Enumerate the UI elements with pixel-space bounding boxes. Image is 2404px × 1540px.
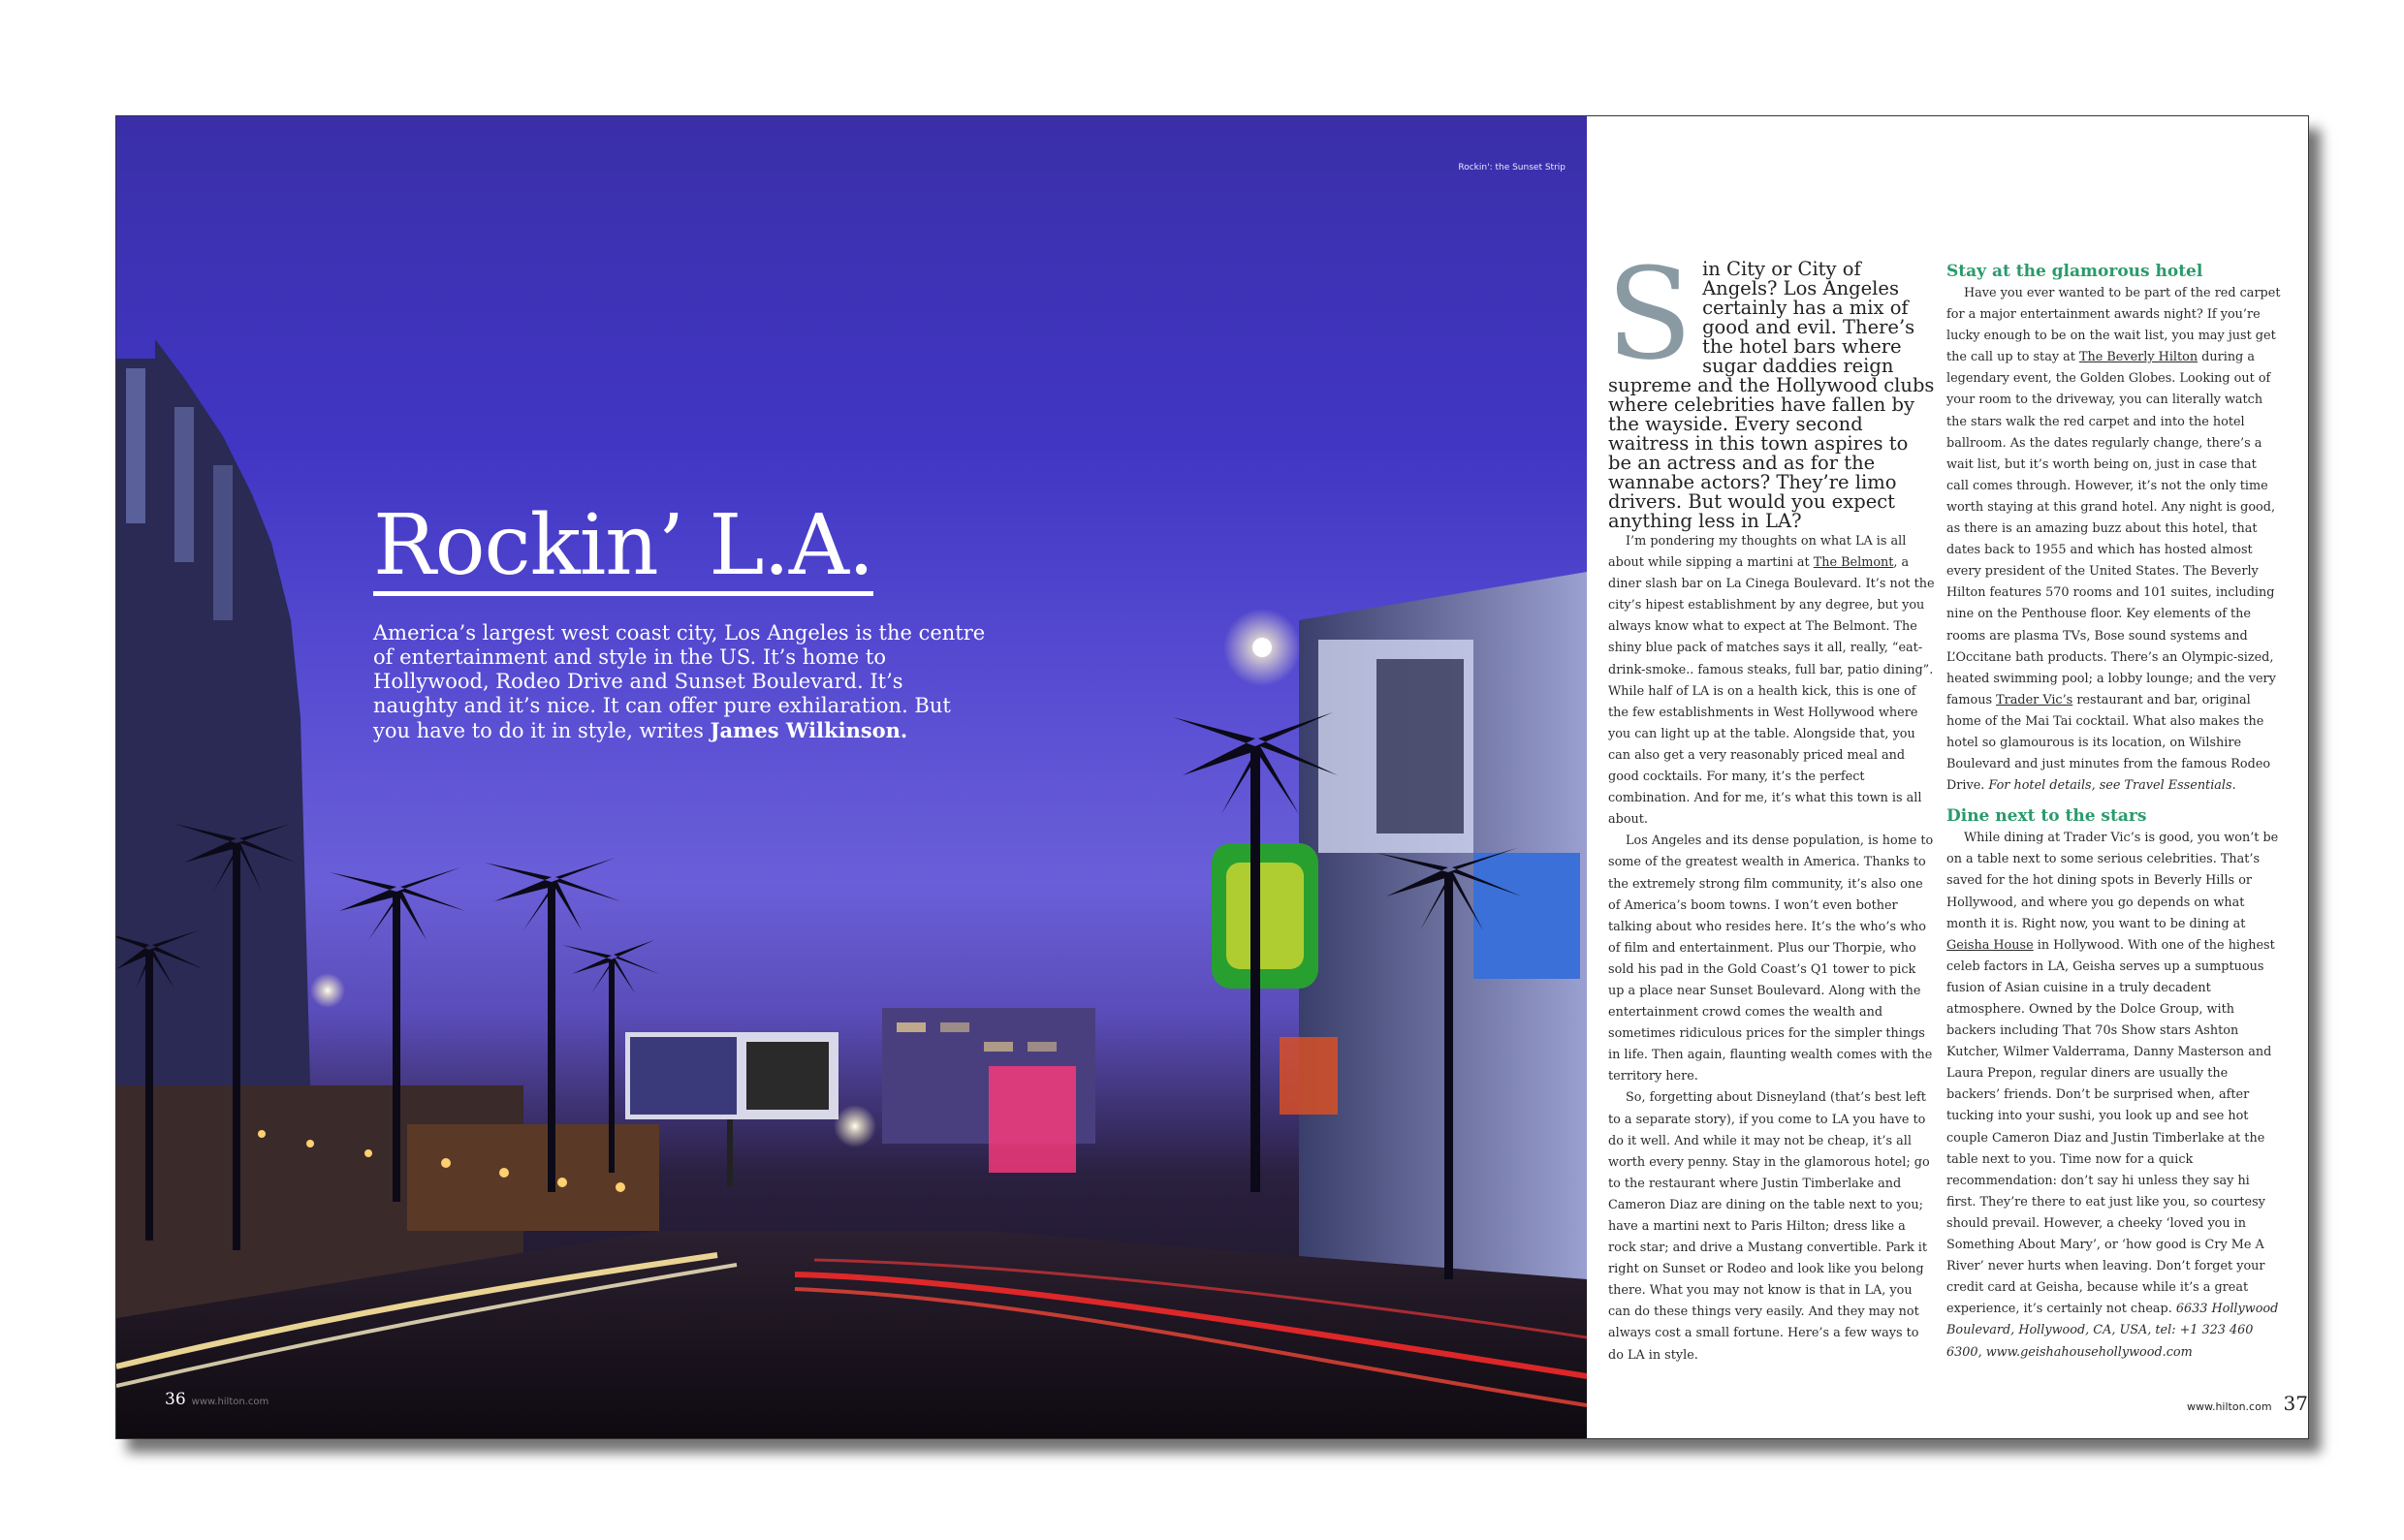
text-column-1 [1606, 240, 1935, 1367]
link-geisha-house[interactable]: Geisha House [1946, 937, 2034, 953]
folio-url-right: www.hilton.com [2186, 1400, 2272, 1413]
standfirst-text: America’s largest west coast city, Los Angeles is the centre of entertainment and style in the US. It’s home to Hollywood, Rodeo Drive and Sunset Boulevard. It’s naughty and it’s nice. It can offer pure exhilaration. But you have to do it in style, writes [373, 621, 986, 742]
body-paragraph [1946, 828, 2281, 1363]
italic-address: 6633 Hollywood Boulevard, Hollywood, CA, USA, tel: +1 323 460 6300, www.geishahousehollywood.com [1946, 1302, 2279, 1360]
text-run: restaurant and bar, original home of the Mai Tai cocktail. What also makes the hotel so glamourous is its location, on Wilshire Boulevard and just minutes from the famous Rodeo Drive. [1946, 692, 2271, 794]
link-trader-vics[interactable]: Trader Vic’s [1996, 692, 2073, 707]
text-run: in Hollywood. With one of the highest celeb factors in LA, Geisha serves up a sumptuous fusion of Asian cuisine in a truly decadent atmosphere. Owned by the Dolce Group, with backers including That 70s Show stars Ashton Kutcher, Wilmer Valderrama, Danny Masterson and Laura Prepon, regular diners are usually the backers’ friends. Don’t be surprised when, after tucking into your sushi, you look up and see hot couple Cameron Diaz and Justin Timberlake at the table next to you. Time now for a quick recommendation: don’t say hi unless they say hi first. They’re there to eat just like you, so courtesy should prevail. However, a cheeky ‘loved you in Something About Mary’, or ‘how good is Cry Me A River’ never hurts when leaving. Don’t forget your credit card at Geisha, because while it’s a great experience, it’s certainly not cheap. [1946, 937, 2275, 1317]
link-beverly-hilton[interactable]: The Beverly Hilton [2078, 350, 2198, 365]
article-headline: Rockin’ L.A. [373, 497, 874, 594]
article-standfirst [373, 621, 994, 743]
author-byline: James Wilkinson. [710, 718, 908, 742]
sunset-strip-photo [116, 116, 1587, 1438]
photo-caption: Rockin': the Sunset Strip [1458, 163, 1566, 173]
folio-url-left: www.hilton.com [191, 1397, 269, 1407]
folio-right [2187, 1392, 2308, 1415]
night-street-illustration [116, 116, 1587, 1438]
italic-note: For hotel details, see Travel Essentials. [1988, 778, 2236, 794]
article-text-page [1587, 116, 2308, 1438]
text-run: Have you ever wanted to be part of the red carpet for a major entertainment awards night? If you’re lucky enough to be on the wait list, you may just get the call up to stay at [1946, 286, 2281, 365]
link-the-belmont[interactable]: The Belmont [1813, 555, 1894, 571]
body-paragraph: Los Angeles and its dense population, is home to some of the greatest wealth in America. Thanks to the extremely strong film community, it’s also one of America’s boom towns. I won’t even bother talking about who resides here. It’s the who’s who of film and entertainment. Plus our Thorpie, who sold his pad in the Gold Coast’s Q1 tower to pick up a place near Sunset Boulevard. Along with the entertainment crowd comes the wealth and sometimes ridiculous prices for the simpler things in life. Then again, flaunting wealth comes with the territory here. [1608, 833, 1934, 1084]
text-run: While dining at Trader Vic’s is good, you won’t be on a table next to some serious celebrities. That’s saved for the hot dining spots in Beverly Hills or Hollywood, and where you go depends on what month it is. Right now, you want to be dining at [1946, 831, 2279, 931]
lead-paragraph: in City or City of Angels? Los Angeles certainly has a mix of good and evil. There’s the hotel bars where sugar daddies reign supreme and the Hollywood clubs where celebrities have fallen by the wayside. Every second waitress in this town aspires to be an actress and as for the wannabe actors? They’re limo drivers. But would you expect anything less in LA? [1608, 258, 1935, 532]
text-run: , a diner slash bar on La Cinega Boulevard. It’s not the city’s hipest establishment by any degree, but you always know what to expect at The Belmont. The shiny blue pack of matches says it all, really, “eat-drink-smoke.. famous steaks, full bar, patio dining”. While half of LA is on a health kick, this is one of the few establishments in West Hollywood where you can light up at the table. Alongside that, you can also get a very reasonably priced meal and good cocktails. For many, it’s the perfect combination. And for me, it’s what this town is all about. [1608, 555, 1935, 828]
magazine-spread [115, 115, 2309, 1439]
text-column-2 [1946, 260, 2281, 1364]
text-run: during a legendary event, the Golden Globes. Looking out of your room to the driveway, you can literally watch the stars walk the red carpet and into the hotel ballroom. As the dates regularly change, there’s a wait list, but it’s worth being on, just in case that call comes through. However, it’s not the only time worth staying at this grand hotel. Any night is good, as there is an amazing buzz about this hotel, that dates back to 1955 and which has hosted almost every president of the United States. The Beverly Hilton features 570 rooms and 101 suites, including nine on the Penthouse floor. Key elements of the rooms are plasma TVs, Bose sound systems and L’Occitane bath products. There’s an Olympic-sized, heated swimming pool; a lobby lounge; and the very famous [1946, 350, 2276, 707]
page-number-right: 37 [2283, 1392, 2308, 1415]
subhead-dine: Dine next to the stars [1946, 806, 2147, 827]
text-run: I’m pondering my thoughts on what LA is all about while sipping a martini at [1608, 534, 1907, 571]
folio-left [165, 1390, 269, 1409]
body-paragraph: So, forgetting about Disneyland (that’s best left to a separate story), if you come to LA you have to do it well. And while it may not be cheap, it’s all worth every penny. Stay in the glamorous hotel; go to the restaurant where Justin Timberlake and Cameron Diaz are dining on the table next to you; have a martini next to Paris Hilton; dress like a rock star; and drive a Mustang convertible. Park it right on Sunset or Rodeo and look like you belong there. What you may not know is that in LA, you can do these things very easily. And they may not always cost a small fortune. Here’s a few ways to do LA in style. [1608, 1090, 1930, 1363]
page-number-left: 36 [165, 1390, 186, 1409]
drop-cap: S [1606, 240, 1693, 388]
subhead-stay: Stay at the glamorous hotel [1946, 262, 2203, 281]
body-paragraph [1946, 283, 2281, 797]
body-paragraph [1608, 531, 1935, 831]
